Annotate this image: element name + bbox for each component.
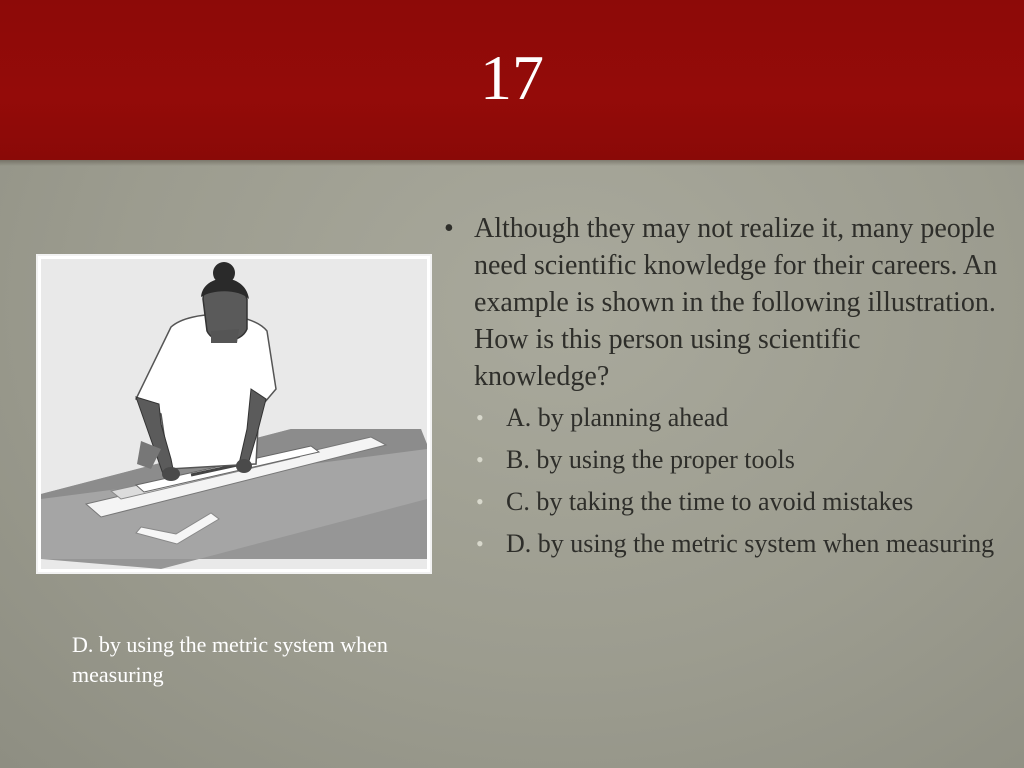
question-text: [440, 210, 1000, 395]
option-c: [440, 485, 1000, 519]
option-label: D. by using the metric system when measuring: [506, 529, 995, 558]
option-label: A. by planning ahead: [506, 403, 729, 432]
title-bar-shadow: [0, 160, 1024, 166]
option-a: [440, 401, 1000, 435]
question-label: Although they may not realize it, many people need scientific knowledge for their careers. An example is shown in the following illustration. How is this person using scientific knowledge?: [474, 213, 998, 392]
answer-caption: D. by using the metric system when measuring: [72, 632, 388, 687]
bullet-icon: •: [476, 447, 484, 472]
question-content: [440, 210, 1000, 569]
option-b: [440, 443, 1000, 477]
illustration-frame: [36, 254, 432, 574]
bullet-icon: •: [476, 405, 484, 430]
bullet-icon: •: [444, 213, 454, 244]
slide-title: 17: [480, 42, 544, 113]
bullet-icon: •: [476, 531, 484, 556]
bullet-icon: •: [476, 489, 484, 514]
person-measuring-illustration: [41, 259, 427, 569]
option-label: C. by taking the time to avoid mistakes: [506, 487, 914, 516]
option-label: B. by using the proper tools: [506, 445, 795, 474]
option-d: [440, 527, 1000, 561]
options-list: [440, 401, 1000, 561]
